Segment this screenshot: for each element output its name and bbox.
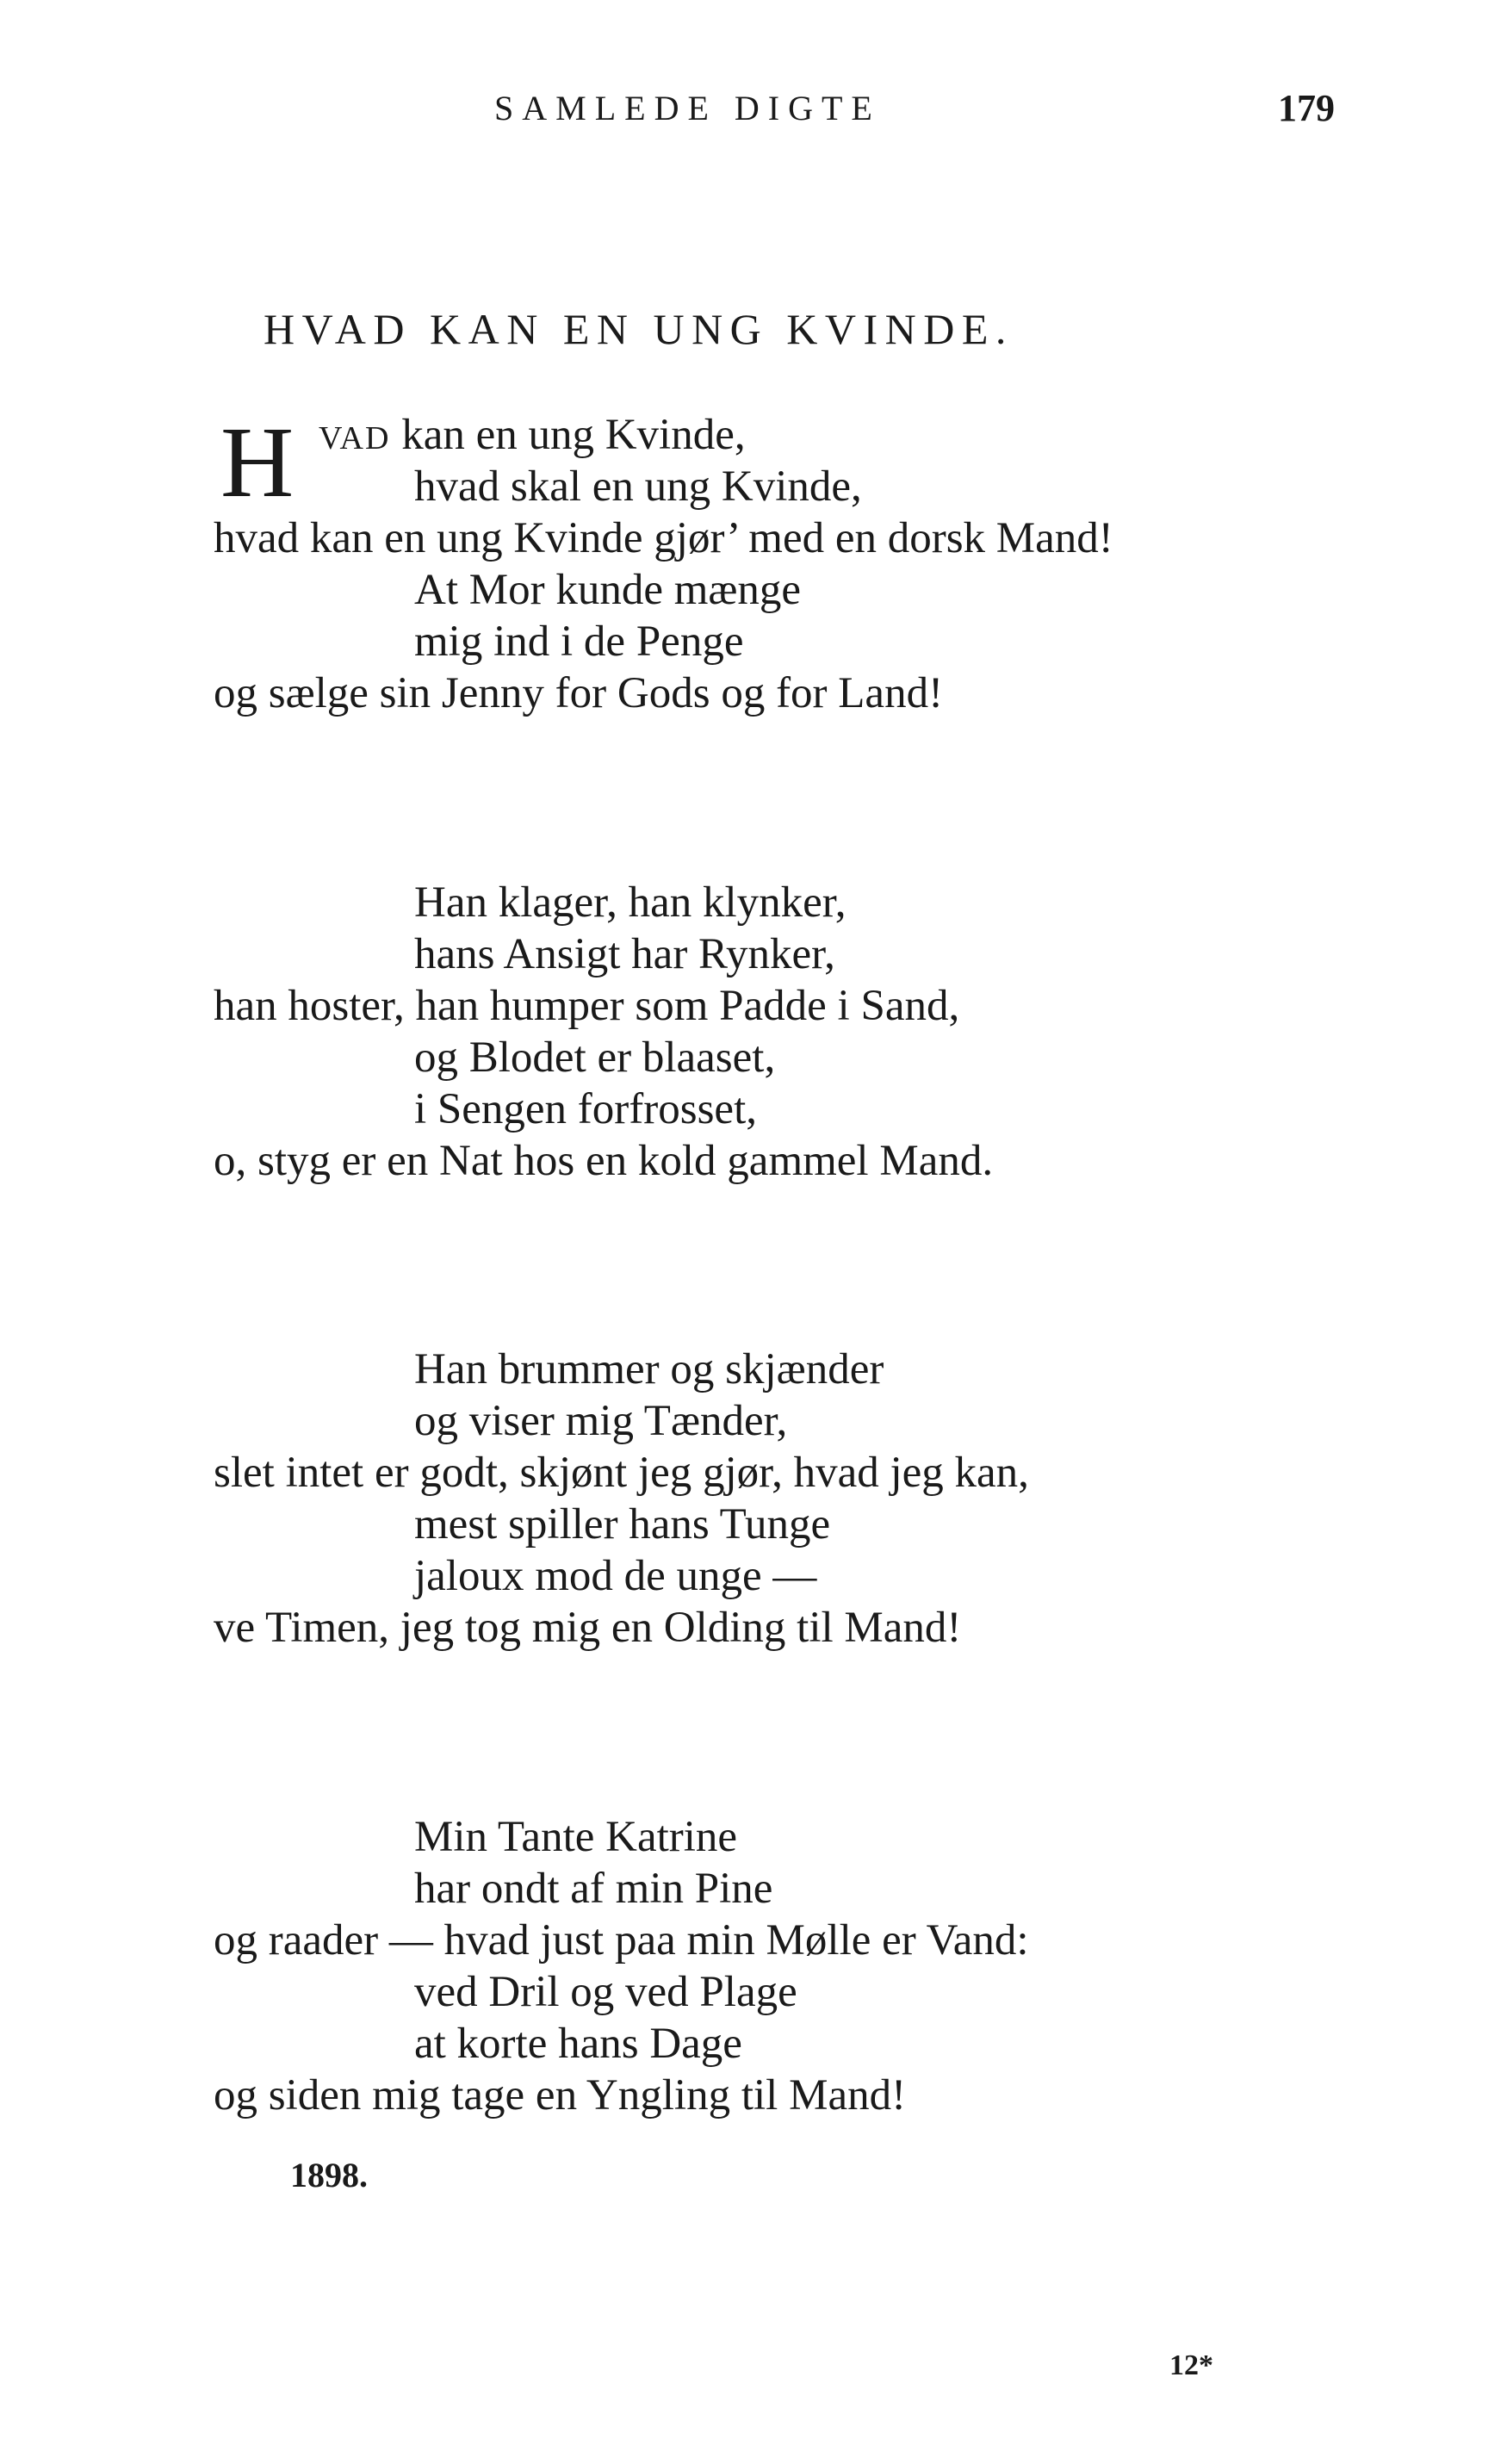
poem-line: o, styg er en Nat hos en kold gammel Mand. <box>214 1137 994 1185</box>
poem-line: har ondt af min Pine <box>414 1865 773 1913</box>
poem-line: og siden mig tage en Yngling til Mand! <box>214 2071 907 2120</box>
running-title: SAMLEDE DIGTE <box>494 89 881 127</box>
poem-year: 1898. <box>290 2156 368 2194</box>
poem-line: Han brummer og skjænder <box>414 1345 884 1393</box>
poem-line: hvad kan en ung Kvinde gjør’ med en dorsk Mand! <box>214 514 1113 562</box>
page-number: 179 <box>1278 87 1335 129</box>
poem-line: slet intet er godt, skjønt jeg gjør, hvad jeg kan, <box>214 1449 1029 1497</box>
poem-title: HVAD KAN EN UNG KVINDE. <box>264 305 1014 353</box>
poem-line: ved Dril og ved Plage <box>414 1968 797 2016</box>
poem-line: hans Ansigt har Rynker, <box>414 930 835 978</box>
poem-line: At Mor kunde mænge <box>414 566 802 614</box>
first-line-rest: kan en ung Kvinde, <box>390 411 746 459</box>
poem-line: at korte hans Dage <box>414 2020 742 2068</box>
poem-line: Han klager, han klynker, <box>414 878 847 927</box>
poem-line: og viser mig Tænder, <box>414 1397 788 1445</box>
poem-line: mest spiller hans Tunge <box>414 1500 831 1549</box>
poem-line: og raader — hvad just paa min Mølle er Vand: <box>214 1916 1029 1964</box>
poem-line: Min Tante Katrine <box>414 1813 738 1861</box>
signature-mark: 12* <box>1169 2349 1213 2381</box>
poem-line: han hoster, han humper som Padde i Sand, <box>214 982 960 1030</box>
poem-line: mig ind i de Penge <box>414 618 744 666</box>
poem-line: hvad skal en ung Kvinde, <box>414 462 862 511</box>
poem-line: ve Timen, jeg tog mig en Olding til Mand! <box>214 1604 962 1652</box>
poem-line: og Blodet er blaaset, <box>414 1033 776 1082</box>
poem-line: jaloux mod de unge — <box>414 1552 817 1600</box>
poem-first-line <box>319 413 746 457</box>
first-line-smallcaps: VAD <box>319 420 391 456</box>
drop-cap: H <box>220 406 295 518</box>
poem-line: og sælge sin Jenny for Gods og for Land! <box>214 669 944 717</box>
poem-line: i Sengen forfrosset, <box>414 1085 757 1133</box>
